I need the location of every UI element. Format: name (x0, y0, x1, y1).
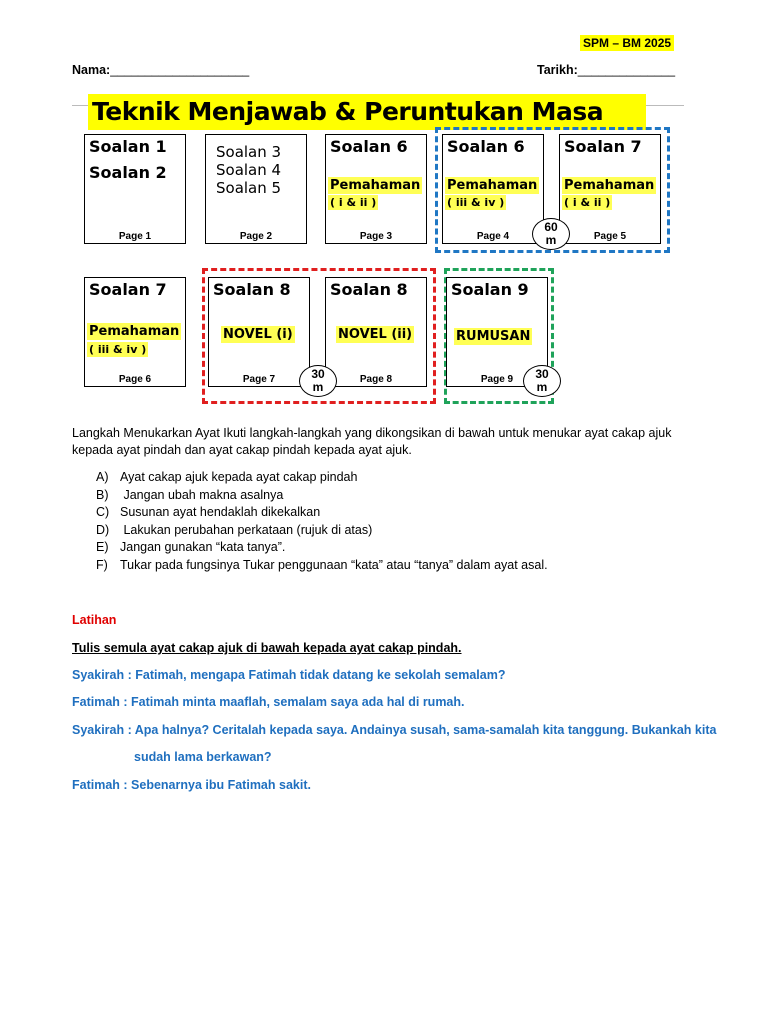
card-page-label: Page 7 (242, 374, 276, 385)
list-marker: B) (96, 487, 109, 502)
card-topic: Pemahaman (447, 178, 538, 193)
list-text: Ayat cakap ajuk kepada ayat cakap pindah (120, 470, 358, 484)
card-heading: Soalan 8 (213, 280, 291, 299)
timer-60m (532, 218, 570, 250)
steps-list (96, 469, 548, 574)
timer-unit: m (536, 380, 548, 394)
dialogue-line: Syakirah : Apa halnya? Ceritalah kepada saya. Andainya susah, sama-samalah kita tanggung. Bukankah kita (72, 723, 717, 737)
list-marker: C) (96, 505, 110, 519)
list-text: Jangan gunakan “kata tanya”. (120, 540, 286, 554)
list-marker: E) (96, 540, 109, 554)
card-page-label: Page 2 (239, 231, 273, 242)
card-page-3 (325, 134, 427, 244)
card-page-8 (325, 277, 427, 387)
card-topic: Pemahaman (330, 178, 421, 193)
card-subtopic: ( iii & iv ) (89, 343, 147, 356)
card-topic: RUMUSAN (456, 329, 531, 344)
card-page-label: Page 4 (476, 231, 510, 242)
time-allocation-diagram (72, 88, 684, 410)
card-subtopic: ( i & ii ) (330, 196, 377, 209)
list-item (96, 487, 548, 505)
card-heading: Soalan 4 (216, 161, 282, 179)
list-text: Lakukan perubahan perkataan (rujuk di atas) (120, 522, 373, 537)
card-page-label: Page 9 (480, 374, 514, 385)
intro-paragraph: Langkah Menukarkan Ayat Ikuti langkah-langkah yang dikongsikan di bawah untuk menukar ayat cakap ajuk kepada ayat pindah dan ayat cakap pindah kepada ayat ajuk. (72, 426, 672, 457)
card-page-1 (84, 134, 186, 244)
card-heading: Soalan 1 (89, 137, 167, 156)
diagram-title: Teknik Menjawab & Peruntukan Masa (92, 97, 604, 126)
card-page-6 (84, 277, 186, 387)
nama-label: Nama: (72, 63, 111, 77)
card-page-label: Page 6 (118, 374, 152, 385)
timer-30m-novel (299, 365, 337, 397)
card-page-4 (442, 134, 544, 244)
timer-unit: m (545, 233, 557, 247)
list-marker: A) (96, 470, 109, 484)
card-subtopic: ( i & ii ) (564, 196, 611, 209)
list-marker: F) (96, 557, 108, 572)
dialogue-line: Syakirah : Fatimah, mengapa Fatimah tidak datang ke sekolah semalam? (72, 668, 506, 682)
list-item (96, 504, 548, 522)
card-heading: Soalan 7 (564, 137, 642, 156)
card-page-label: Page 8 (359, 374, 393, 385)
dialogue-line: Fatimah : Sebenarnya ibu Fatimah sakit. (72, 778, 311, 792)
timer-value: 60 (544, 220, 558, 234)
card-heading: Soalan 6 (447, 137, 525, 156)
tarikh-blank: ______________ (577, 63, 676, 77)
card-heading: Soalan 7 (89, 280, 167, 299)
list-marker: D) (96, 522, 110, 537)
tarikh-field (537, 63, 675, 77)
list-item (96, 522, 548, 540)
card-page-label: Page 1 (118, 231, 152, 242)
card-page-label: Page 5 (593, 231, 627, 242)
latihan-heading: Latihan (72, 613, 117, 627)
list-text: Susunan ayat hendaklah dikekalkan (120, 505, 321, 519)
latihan-instruction: Tulis semula ayat cakap ajuk di bawah kepada ayat cakap pindah. (72, 641, 462, 655)
list-item (96, 539, 548, 557)
card-page-5 (559, 134, 661, 244)
timer-unit: m (312, 380, 324, 394)
card-topic: Pemahaman (89, 324, 180, 339)
list-text: Tukar pada fungsinya Tukar penggunaan “kata” atau “tanya” dalam ayat asal. (120, 557, 548, 572)
card-heading: Soalan 2 (89, 163, 167, 182)
card-heading: Soalan 3 (216, 143, 282, 161)
nama-field (72, 63, 249, 77)
timer-value: 30 (535, 367, 549, 381)
card-page-2 (205, 134, 307, 244)
card-page-7 (208, 277, 310, 387)
dialogue-line-continued: sudah lama berkawan? (134, 750, 272, 764)
card-subtopic: ( iii & iv ) (447, 196, 505, 209)
list-item (96, 557, 548, 575)
subject-badge: SPM – BM 2025 (580, 35, 674, 51)
card-heading: Soalan 5 (216, 179, 282, 197)
nama-blank: ____________________ (110, 63, 250, 77)
card-topic: Pemahaman (564, 178, 655, 193)
timer-value: 30 (311, 367, 325, 381)
card-topic: NOVEL (i) (223, 327, 293, 342)
card-heading: Soalan 6 (330, 137, 408, 156)
list-item (96, 469, 548, 487)
timer-30m-rumusan (523, 365, 561, 397)
card-page-label: Page 3 (359, 231, 393, 242)
card-heading: Soalan 8 (330, 280, 408, 299)
dialogue-line: Fatimah : Fatimah minta maaflah, semalam saya ada hal di rumah. (72, 695, 465, 709)
tarikh-label: Tarikh: (537, 63, 578, 77)
card-heading: Soalan 9 (451, 280, 529, 299)
card-topic: NOVEL (ii) (338, 327, 413, 342)
list-text: Jangan ubah makna asalnya (120, 487, 284, 502)
